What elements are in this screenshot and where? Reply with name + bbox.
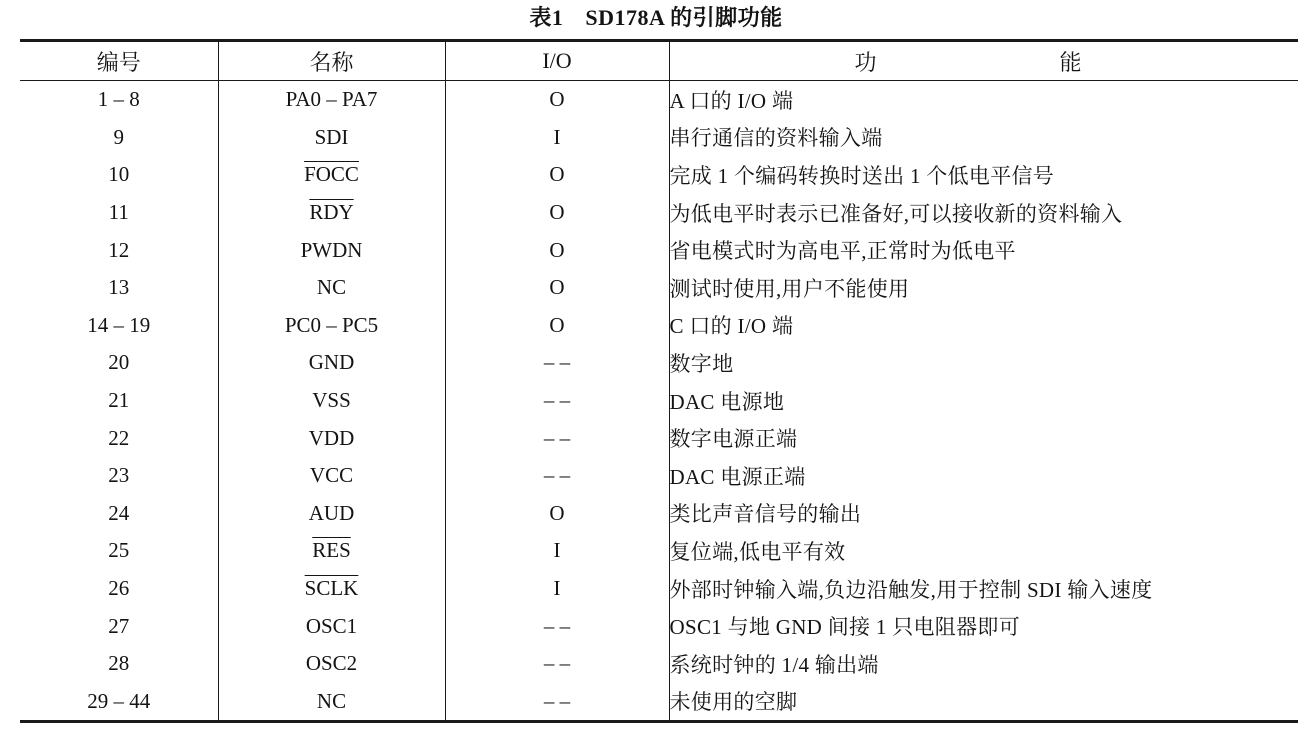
pin-io-cell: O <box>445 231 669 269</box>
pin-io-cell: – – <box>445 457 669 495</box>
header-function <box>669 41 1298 81</box>
pin-name-cell <box>218 81 445 119</box>
pin-io-cell: O <box>445 156 669 194</box>
table-row <box>20 570 1298 608</box>
pin-name: OSC1 <box>305 613 358 638</box>
pin-number-cell: 12 <box>108 237 130 262</box>
pin-name-cell <box>218 683 445 722</box>
header-name: 名称 <box>218 41 445 81</box>
pin-number-cell: 13 <box>108 275 130 300</box>
pin-name-cell <box>218 344 445 382</box>
pin-io-cell: – – <box>445 382 669 420</box>
caption-title: SD178A 的引脚功能 <box>585 5 783 30</box>
pin-number-cell: 11 <box>108 200 129 225</box>
pin-number-cell: 28 <box>108 651 130 676</box>
pin-name-cell <box>218 269 445 307</box>
pin-function-cell: 外部时钟输入端,负边沿触发,用于控制 SDI 输入速度 <box>669 570 1298 608</box>
pin-name: PWDN <box>300 237 363 262</box>
table-row <box>20 419 1298 457</box>
pin-name-overlined: $\overline{RDY}$ <box>309 200 354 225</box>
pin-number-cell: 25 <box>108 538 130 563</box>
caption-label: 表1 <box>529 5 564 30</box>
pin-name: OSC2 <box>305 651 358 676</box>
table-row <box>20 194 1298 232</box>
table-row <box>20 344 1298 382</box>
pin-io-cell: I <box>445 532 669 570</box>
pin-name: PC0 – PC5 <box>284 312 379 337</box>
pin-function-cell: 省电模式时为高电平,正常时为低电平 <box>669 231 1298 269</box>
pin-function-cell: 数字电源正端 <box>669 419 1298 457</box>
header-io: I/O <box>445 41 669 81</box>
table-body <box>20 81 1298 722</box>
pin-function-cell: OSC1 与地 GND 间接 1 只电阻器即可 <box>669 607 1298 645</box>
pin-number-cell: 20 <box>108 350 130 375</box>
pin-number-cell: 24 <box>108 500 130 525</box>
pin-name-cell <box>218 194 445 232</box>
pin-number-cell: 21 <box>108 388 130 413</box>
table-row <box>20 683 1298 722</box>
header-row <box>20 41 1298 81</box>
pin-function-table <box>20 39 1298 723</box>
pin-number-cell: 1 – 8 <box>97 87 140 112</box>
pin-number-cell: 29 – 44 <box>87 688 151 713</box>
header-function-part1: 功 <box>854 49 877 75</box>
pin-io-cell: O <box>445 307 669 345</box>
pin-function-cell: 未使用的空脚 <box>669 683 1298 722</box>
pin-name-cell <box>218 119 445 157</box>
pin-function-cell: 类比声音信号的输出 <box>669 495 1298 533</box>
pin-number-cell: 23 <box>108 463 130 488</box>
pin-name-cell <box>218 607 445 645</box>
pin-name-overlined: $\overline{RES}$ <box>312 538 351 563</box>
pin-number-cell: 22 <box>108 425 130 450</box>
pin-function-cell: 测试时使用,用户不能使用 <box>669 269 1298 307</box>
pin-io-cell: O <box>445 194 669 232</box>
pin-name: SDI <box>314 124 349 149</box>
table-row <box>20 156 1298 194</box>
pin-name-cell <box>218 231 445 269</box>
pin-number-cell: 9 <box>113 124 124 149</box>
table-row <box>20 457 1298 495</box>
pin-name-cell <box>218 495 445 533</box>
pin-name: PA0 – PA7 <box>285 87 378 112</box>
pin-name-cell <box>218 156 445 194</box>
pin-io-cell: – – <box>445 683 669 722</box>
pin-io-cell: O <box>445 269 669 307</box>
pin-number-cell: 14 – 19 <box>87 312 151 337</box>
pin-name-cell <box>218 532 445 570</box>
pin-io-cell: – – <box>445 645 669 683</box>
pin-function-cell: 为低电平时表示已准备好,可以接收新的资料输入 <box>669 194 1298 232</box>
table-row <box>20 119 1298 157</box>
pin-io-cell: – – <box>445 607 669 645</box>
table-row <box>20 532 1298 570</box>
table-row <box>20 382 1298 420</box>
table-row <box>20 645 1298 683</box>
pin-number-cell: 10 <box>108 162 130 187</box>
pin-io-cell: I <box>445 119 669 157</box>
pin-io-cell: I <box>445 570 669 608</box>
pin-name: NC <box>316 688 347 713</box>
pin-function-cell: A 口的 I/O 端 <box>669 81 1298 119</box>
pin-name: NC <box>316 275 347 300</box>
pin-io-cell: – – <box>445 344 669 382</box>
table-row <box>20 607 1298 645</box>
pin-name: VSS <box>312 388 351 413</box>
pin-function-cell: 系统时钟的 1/4 输出端 <box>669 645 1298 683</box>
pin-name: GND <box>308 350 355 375</box>
pin-name-cell <box>218 382 445 420</box>
table-row <box>20 269 1298 307</box>
table-row <box>20 231 1298 269</box>
pin-io-cell: O <box>445 495 669 533</box>
header-number: 编号 <box>96 49 141 75</box>
pin-function-cell: DAC 电源地 <box>669 382 1298 420</box>
pin-function-cell: 数字地 <box>669 344 1298 382</box>
pin-name-cell <box>218 645 445 683</box>
pin-name: AUD <box>308 500 355 525</box>
pin-function-cell: 复位端,低电平有效 <box>669 532 1298 570</box>
pin-name: VDD <box>308 425 355 450</box>
pin-name: VCC <box>309 463 354 488</box>
pin-function-cell: DAC 电源正端 <box>669 457 1298 495</box>
pin-function-cell: C 口的 I/O 端 <box>669 307 1298 345</box>
pin-io-cell: – – <box>445 419 669 457</box>
table-row <box>20 495 1298 533</box>
pin-name-overlined: FOCC <box>304 162 359 187</box>
pin-number-cell: 26 <box>108 576 130 601</box>
table-caption <box>0 4 1312 32</box>
pin-number-cell: 27 <box>108 613 130 638</box>
header-function-part2: 能 <box>1059 49 1082 75</box>
pin-name-cell <box>218 419 445 457</box>
pin-io-cell: O <box>445 81 669 119</box>
pin-name-cell <box>218 570 445 608</box>
pin-function-cell: 串行通信的资料输入端 <box>669 119 1298 157</box>
table-row <box>20 307 1298 345</box>
table-row <box>20 81 1298 119</box>
pin-name-cell <box>218 307 445 345</box>
pin-name-cell <box>218 457 445 495</box>
pin-name-overlined: SCLK <box>304 576 359 601</box>
pin-function-cell: 完成 1 个编码转换时送出 1 个低电平信号 <box>669 156 1298 194</box>
